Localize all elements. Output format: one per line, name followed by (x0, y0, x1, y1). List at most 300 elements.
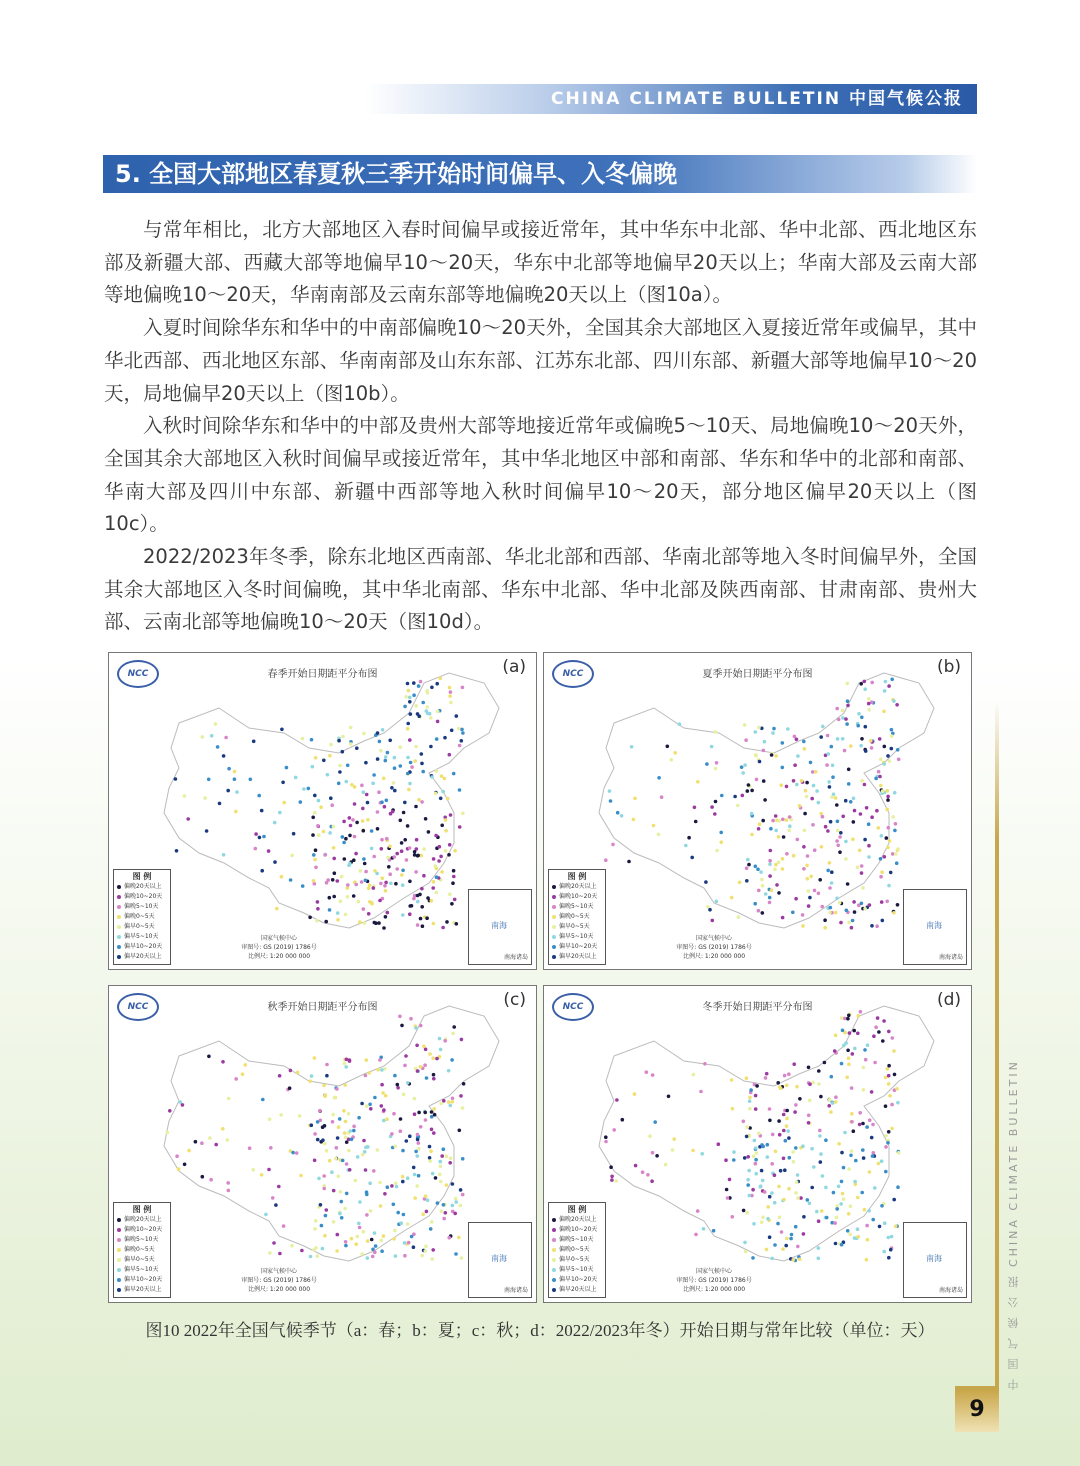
station-dot (348, 862, 352, 866)
station-dot (451, 1182, 455, 1186)
station-dot (425, 705, 429, 709)
station-dot (461, 686, 465, 690)
station-dot (865, 1224, 869, 1228)
station-dot (817, 801, 821, 805)
station-dot (372, 855, 376, 859)
station-dot (447, 1100, 451, 1104)
legend-label: 偏晚10~20天 (124, 893, 163, 900)
station-dot (347, 1149, 351, 1153)
station-dot (884, 1076, 888, 1080)
station-dot (337, 1125, 341, 1129)
inset-islands-label: 南海诸岛 (503, 954, 528, 961)
station-dot (820, 845, 824, 849)
legend-item (117, 932, 167, 942)
station-dot (893, 829, 897, 833)
station-dot (896, 748, 900, 752)
station-dot (290, 854, 294, 858)
station-dot (830, 1075, 834, 1079)
station-dot (417, 1174, 421, 1178)
station-dot (365, 1190, 369, 1194)
station-dot (724, 1158, 728, 1162)
station-dot (355, 821, 359, 825)
station-dot (425, 689, 429, 693)
legend-dot-icon (117, 935, 121, 939)
station-dot (846, 1017, 850, 1021)
station-dot (808, 896, 812, 900)
station-dot (358, 1200, 362, 1204)
station-dot (420, 1254, 424, 1258)
station-dot (351, 818, 355, 822)
station-dot (429, 1149, 433, 1153)
station-dot (347, 1112, 351, 1116)
station-dot (878, 1225, 882, 1229)
station-dot (416, 1138, 420, 1142)
station-dot (872, 1151, 876, 1155)
station-dot (761, 1145, 765, 1149)
station-dot (439, 1180, 443, 1184)
station-dot (410, 765, 414, 769)
station-dot (428, 1052, 432, 1056)
map-credit (634, 934, 794, 961)
station-dot (414, 1026, 418, 1030)
station-dot (887, 1082, 891, 1086)
station-dot (808, 1099, 812, 1103)
station-dot (316, 900, 320, 904)
station-dot (394, 882, 398, 886)
station-dot (853, 910, 857, 914)
station-dot (834, 1242, 838, 1246)
station-dot (836, 820, 840, 824)
station-dot (756, 868, 760, 872)
station-dot (233, 777, 237, 781)
legend-item (117, 1225, 167, 1235)
station-dot (867, 697, 871, 701)
station-dot (803, 747, 807, 751)
station-dot (802, 867, 806, 871)
station-dot (322, 759, 326, 763)
legend-label: 偏早20天以上 (559, 953, 597, 960)
station-dot (608, 789, 612, 793)
station-dot (329, 743, 333, 747)
station-dot (435, 769, 439, 773)
station-dot (787, 1072, 791, 1076)
station-dot (452, 869, 456, 873)
station-dot (748, 1096, 752, 1100)
station-dot (396, 1086, 400, 1090)
station-dot (838, 901, 842, 905)
station-dot (316, 1138, 320, 1142)
station-dot (451, 1100, 455, 1104)
station-dot (345, 1192, 349, 1196)
station-dot (323, 1234, 327, 1238)
station-dot (840, 1062, 844, 1066)
station-dot (447, 1069, 451, 1073)
legend-label: 偏早5~10天 (559, 933, 594, 940)
station-dot (378, 1181, 382, 1185)
panel-label: (c) (503, 990, 526, 1010)
station-dot (383, 884, 387, 888)
station-dot (884, 680, 888, 684)
station-dot (746, 789, 750, 793)
map-credit (199, 1267, 359, 1294)
station-dot (882, 1019, 886, 1023)
station-dot (307, 787, 311, 791)
station-dot (887, 826, 891, 830)
station-dot (378, 899, 382, 903)
station-dot (334, 1157, 338, 1161)
legend-dot-icon (117, 895, 121, 899)
station-dot (853, 1180, 857, 1184)
station-dot (754, 754, 758, 758)
station-dot (392, 1112, 396, 1116)
station-dot (787, 1136, 791, 1140)
station-dot (801, 924, 805, 928)
station-dot (316, 1254, 320, 1258)
station-dot (432, 1073, 436, 1077)
station-dot (166, 1131, 170, 1135)
legend-dot-icon (552, 1258, 556, 1262)
station-dot (778, 1216, 782, 1220)
station-dot (343, 1131, 347, 1135)
station-dot (396, 1211, 400, 1215)
station-dot (432, 1107, 436, 1111)
station-dot (867, 855, 871, 859)
station-dot (823, 918, 827, 922)
station-dot (784, 1139, 788, 1143)
station-dot (436, 710, 440, 714)
legend-dot-icon (552, 1288, 556, 1292)
station-dot (853, 1236, 857, 1240)
station-dot (401, 883, 405, 887)
station-dot (866, 1043, 870, 1047)
station-dot (633, 1092, 637, 1096)
station-dot (843, 749, 847, 753)
station-dot (730, 1078, 734, 1082)
station-dot (375, 872, 379, 876)
station-dot (395, 852, 399, 856)
station-dot (850, 1086, 854, 1090)
legend-item (552, 1225, 602, 1235)
station-dot (667, 1095, 671, 1099)
station-dot (714, 730, 718, 734)
station-dot (812, 1165, 816, 1169)
station-dot (878, 737, 882, 741)
station-dot (435, 682, 439, 686)
station-dot (833, 1221, 837, 1225)
station-dot (877, 1162, 881, 1166)
station-dot (434, 864, 438, 868)
station-dot (835, 803, 839, 807)
station-dot (742, 1120, 746, 1124)
station-dot (288, 1086, 292, 1090)
station-dot (810, 797, 814, 801)
station-dot (289, 1069, 293, 1073)
station-dot (859, 812, 863, 816)
station-dot (282, 801, 286, 805)
station-dot (413, 759, 417, 763)
station-dot (415, 1044, 419, 1048)
station-dot (349, 742, 353, 746)
station-dot (673, 751, 677, 755)
station-dot (381, 876, 385, 880)
station-dot (435, 737, 439, 741)
station-dot (889, 1248, 893, 1252)
station-dot (777, 1119, 781, 1123)
legend-dot-icon (117, 1278, 121, 1282)
station-dot (886, 1067, 890, 1071)
station-dot (380, 1249, 384, 1253)
station-dot (748, 1194, 752, 1198)
station-dot (821, 725, 825, 729)
station-dot (857, 1014, 861, 1018)
station-dot (428, 1156, 432, 1160)
station-dot (740, 765, 744, 769)
station-dot (218, 802, 222, 806)
station-dot (408, 1134, 412, 1138)
station-dot (461, 812, 465, 816)
station-dot (317, 799, 321, 803)
station-dot (818, 1129, 822, 1133)
station-dot (730, 896, 734, 900)
station-dot (836, 844, 840, 848)
station-dot (416, 1154, 420, 1158)
station-dot (795, 1085, 799, 1089)
station-dot (770, 753, 774, 757)
station-dot (221, 1127, 225, 1131)
station-dot (459, 1204, 463, 1208)
legend-dot-icon (552, 955, 556, 959)
station-dot (838, 835, 842, 839)
station-dot (420, 752, 424, 756)
station-dot (273, 821, 277, 825)
legend-dot-icon (117, 925, 121, 929)
station-dot (844, 840, 848, 844)
station-dot (864, 749, 868, 753)
station-dot (364, 761, 368, 765)
station-dot (737, 915, 741, 919)
station-dot (269, 1146, 273, 1150)
station-dot (856, 1227, 860, 1231)
station-dot (384, 1094, 388, 1098)
station-dot (696, 1209, 700, 1213)
station-dot (299, 800, 303, 804)
inset-sea-label: 南海 (491, 1254, 507, 1263)
station-dot (391, 810, 395, 814)
station-dot (442, 1099, 446, 1103)
station-dot (831, 764, 835, 768)
station-dot (336, 1136, 340, 1140)
station-dot (233, 770, 237, 774)
station-dot (268, 1117, 272, 1121)
station-dot (413, 850, 417, 854)
station-dot (792, 1062, 796, 1066)
station-dot (886, 795, 890, 799)
station-dot (781, 857, 785, 861)
station-dot (758, 760, 762, 764)
station-dot (387, 865, 391, 869)
station-dot (249, 778, 253, 782)
station-dot (868, 1170, 872, 1174)
station-dot (330, 1170, 334, 1174)
station-dot (443, 777, 447, 781)
station-dot (432, 1131, 436, 1135)
station-dot (865, 1125, 869, 1129)
station-dot (852, 1029, 856, 1033)
station-dot (353, 802, 357, 806)
station-dot (403, 838, 407, 842)
station-dot (610, 1178, 614, 1182)
south-china-sea-inset (903, 1222, 967, 1298)
station-dot (715, 761, 719, 765)
station-dot (788, 815, 792, 819)
station-dot (316, 907, 320, 911)
station-dot (893, 1073, 897, 1077)
ncc-logo: NCC (552, 993, 594, 1021)
station-dot (819, 1152, 823, 1156)
station-dot (860, 737, 864, 741)
station-dot (339, 1190, 343, 1194)
station-dot (439, 797, 443, 801)
station-dot (847, 1014, 851, 1018)
station-dot (826, 829, 830, 833)
station-dot (349, 726, 353, 730)
station-dot (807, 889, 811, 893)
station-dot (847, 1167, 851, 1171)
legend-item (117, 1255, 167, 1265)
station-dot (621, 1118, 625, 1122)
station-dot (858, 1111, 862, 1115)
station-dot (275, 907, 279, 911)
station-dot (751, 1256, 755, 1260)
station-dot (272, 1241, 276, 1245)
station-dot (461, 731, 465, 735)
station-dot (442, 1147, 446, 1151)
station-dot (352, 1125, 356, 1129)
station-dot (383, 1192, 387, 1196)
map-title: 秋季开始日期距平分布图 (267, 1002, 378, 1013)
station-dot (759, 870, 763, 874)
station-dot (405, 858, 409, 862)
station-dot (382, 1108, 386, 1112)
station-dot (435, 875, 439, 879)
station-dot (835, 897, 839, 901)
station-dot (666, 745, 670, 749)
station-dot (896, 1101, 900, 1105)
paragraph: 入秋时间除华东和华中的中部及贵州大部等地接近常年或偏晚5～10天、局地偏晚10～20天外，全国其余大部地区入秋时间偏早或接近常年，其中华北地区中部和南部、华东和华中的北部和南部、华南大部及四川中东部、新疆中西部等地入秋时间偏早10～20天，部分地区偏早20天以上（图10c）。 (104, 414, 977, 536)
station-dot (410, 1235, 414, 1239)
station-dot (421, 770, 425, 774)
station-dot (379, 882, 383, 886)
station-dot (273, 860, 277, 864)
station-dot (781, 766, 785, 770)
ncc-logo: NCC (117, 993, 159, 1021)
station-dot (755, 1151, 759, 1155)
station-dot (750, 812, 754, 816)
station-dot (438, 1173, 442, 1177)
station-dot (252, 740, 256, 744)
station-dot (424, 1249, 428, 1253)
inset-islands-label: 南海诸岛 (938, 1287, 963, 1294)
station-dot (377, 921, 381, 925)
station-dot (434, 1176, 438, 1180)
station-dot (408, 696, 412, 700)
legend-label: 偏早20天以上 (124, 953, 162, 960)
station-dot (278, 1074, 282, 1078)
station-dot (768, 863, 772, 867)
station-dot (400, 841, 404, 845)
credit-approval: 审图号: GS (2019) 1786号 (676, 1277, 752, 1284)
station-dot (393, 1229, 397, 1233)
station-dot (360, 784, 364, 788)
station-dot (267, 849, 271, 853)
station-dot (798, 1097, 802, 1101)
station-dot (888, 839, 892, 843)
station-dot (264, 1213, 268, 1217)
station-dot (710, 805, 714, 809)
station-dot (428, 1145, 432, 1149)
legend-item (117, 882, 167, 892)
station-dot (862, 1156, 866, 1160)
station-dot (322, 1187, 326, 1191)
station-dot (362, 857, 366, 861)
station-dot (882, 710, 886, 714)
station-dot (358, 920, 362, 924)
station-dot (271, 1196, 275, 1200)
station-dot (428, 712, 432, 716)
station-dot (819, 1095, 823, 1099)
station-dot (859, 682, 863, 686)
station-dot (801, 913, 805, 917)
station-dot (328, 831, 332, 835)
station-dot (406, 1222, 410, 1226)
station-dot (888, 759, 892, 763)
station-dot (313, 794, 317, 798)
legend-label: 偏早20天以上 (124, 1286, 162, 1293)
station-dot (278, 811, 282, 815)
station-dot (370, 847, 374, 851)
station-dot (841, 1192, 845, 1196)
station-dot (207, 1055, 211, 1059)
station-dot (895, 1087, 899, 1091)
station-dot (317, 1177, 321, 1181)
station-dot (400, 849, 404, 853)
station-dot (315, 919, 319, 923)
station-dot (341, 735, 345, 739)
station-dot (660, 795, 664, 799)
station-dot (382, 1119, 386, 1123)
station-dot (818, 1134, 822, 1138)
station-dot (367, 912, 371, 916)
station-dot (258, 836, 262, 840)
station-dot (887, 884, 891, 888)
station-dot (392, 855, 396, 859)
station-dot (319, 1203, 323, 1207)
station-dot (829, 906, 833, 910)
station-dot (851, 837, 855, 841)
station-dot (774, 754, 778, 758)
station-dot (847, 768, 851, 772)
legend-item (117, 1245, 167, 1255)
station-dot (186, 817, 190, 821)
station-dot (328, 896, 332, 900)
legend-dot-icon (552, 1218, 556, 1222)
station-dot (313, 1132, 317, 1136)
station-dot (343, 1083, 347, 1087)
station-dot (260, 869, 264, 873)
legend-label: 偏晚20天以上 (124, 883, 162, 890)
station-dot (187, 1149, 191, 1153)
station-dot (867, 708, 871, 712)
